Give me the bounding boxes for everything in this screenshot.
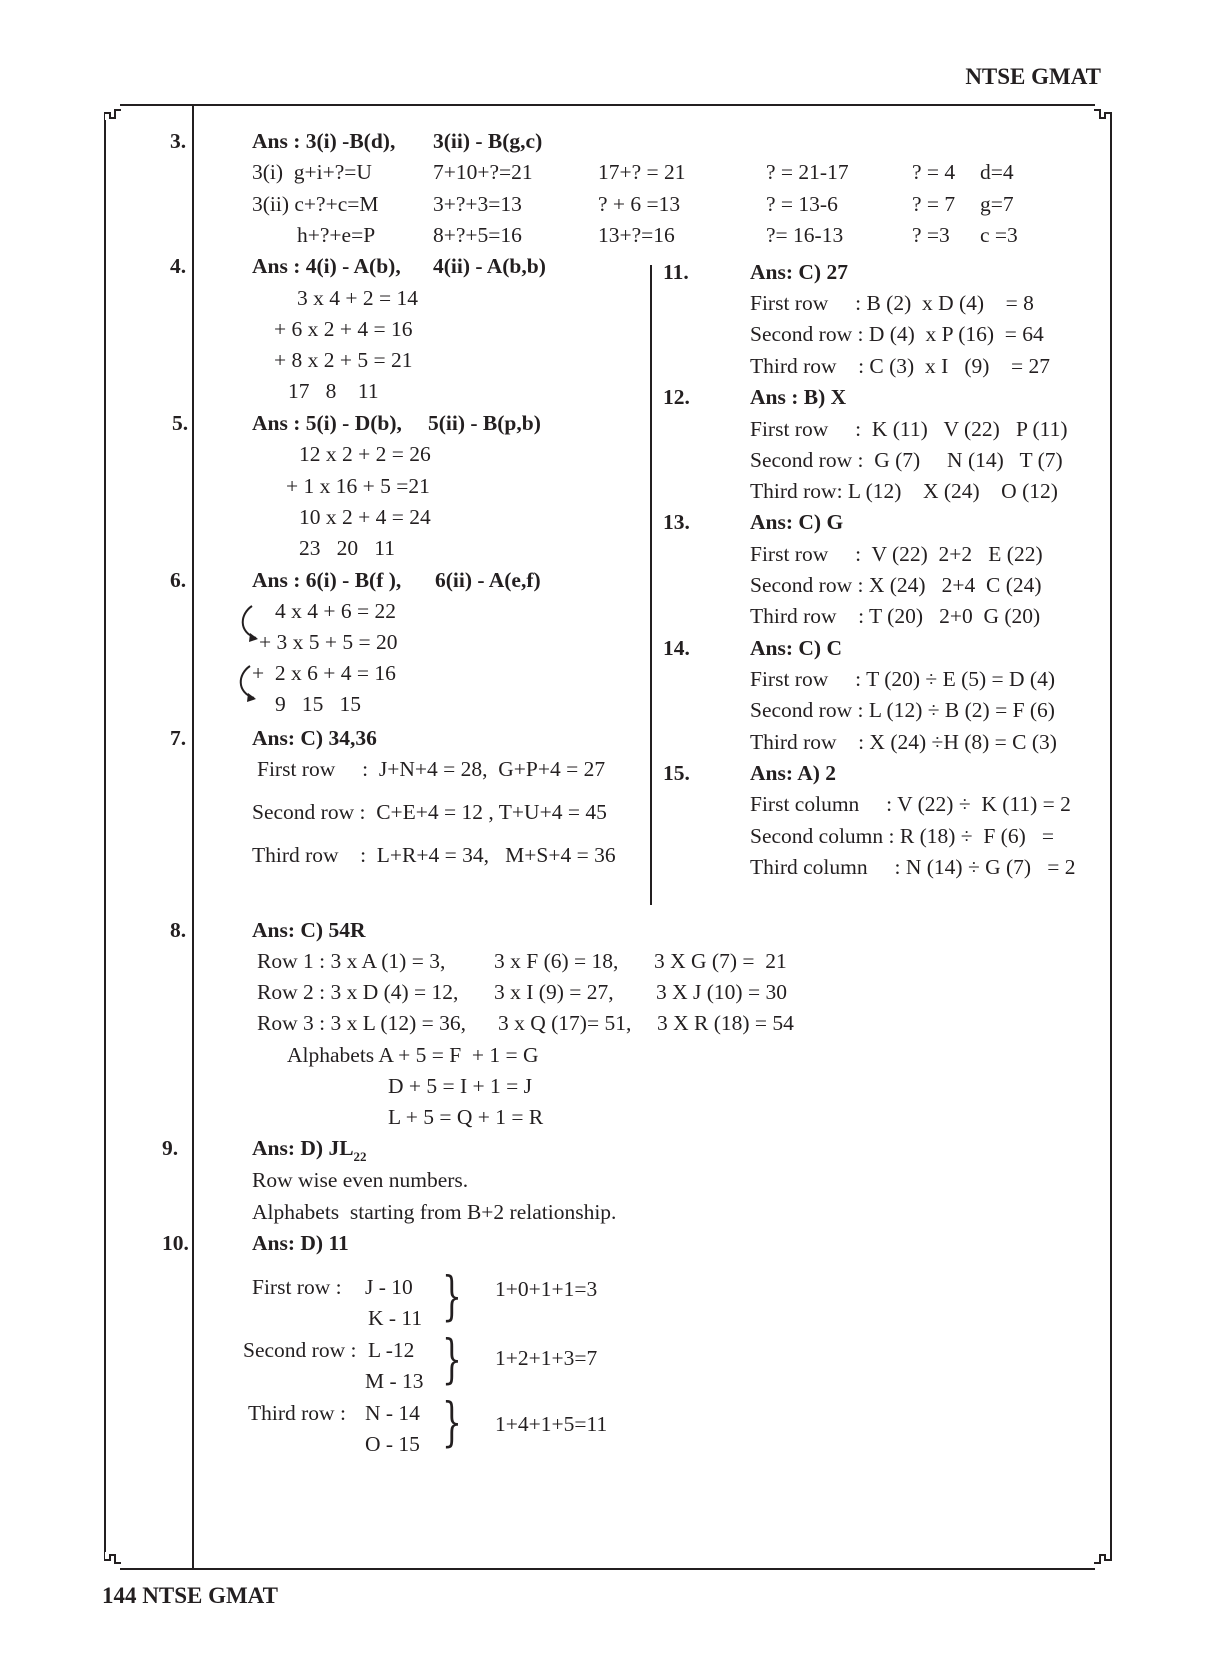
work-line: Row 1 : 3 x A (1) = 3, xyxy=(257,949,446,973)
work-line: 3(ii) c+?+c=M xyxy=(252,192,379,216)
work-line: First row : K (11) V (22) P (11) xyxy=(750,417,1068,441)
answer-label: Ans: C) C xyxy=(750,636,842,660)
work-line: 3+?+3=13 xyxy=(433,192,522,216)
work-line: + 8 x 2 + 5 = 21 xyxy=(274,348,413,372)
right-brace-icon: } xyxy=(442,1267,462,1327)
page-header-title: NTSE GMAT xyxy=(965,64,1101,89)
work-line: Row wise even numbers. xyxy=(252,1168,469,1192)
work-line: J - 10 xyxy=(365,1275,413,1299)
work-line: c =3 xyxy=(980,223,1018,247)
work-line: Third row : X (24) ÷H (8) = C (3) xyxy=(750,730,1057,754)
work-line: Second row : L (12) ÷ B (2) = F (6) xyxy=(750,698,1055,722)
question-number: 7. xyxy=(170,726,187,750)
left-margin-rule xyxy=(192,104,194,1570)
question-number: 5. xyxy=(172,411,189,435)
question-number: 10. xyxy=(162,1231,189,1255)
work-line: + 6 x 2 + 4 = 16 xyxy=(274,317,413,341)
question-number: 14. xyxy=(663,636,690,660)
work-line: First row : B (2) x D (4) = 8 xyxy=(750,291,1034,315)
work-line: 3 x Q (17)= 51, xyxy=(498,1011,632,1035)
work-line: 10 x 2 + 4 = 24 xyxy=(299,505,431,529)
work-line: First column : V (22) ÷ K (11) = 2 xyxy=(750,792,1071,816)
row-label: First row : xyxy=(252,1275,342,1299)
work-line: Second row : D (4) x P (16) = 64 xyxy=(750,322,1044,346)
corner-ornament xyxy=(104,1552,122,1570)
answer-label: 5(ii) - B(p,b) xyxy=(428,411,541,435)
answer-label: Ans : 3(i) -B(d), xyxy=(252,129,396,153)
work-line: Third row : T (20) 2+0 G (20) xyxy=(750,604,1041,628)
answer-label: Ans : 4(i) - A(b), xyxy=(252,254,401,278)
answer-label: 6(ii) - A(e,f) xyxy=(435,568,541,592)
work-line: Alphabets starting from B+2 relationship. xyxy=(252,1200,617,1224)
work-line: 7+10+?=21 xyxy=(433,160,533,184)
work-line: 9 15 15 xyxy=(275,692,361,716)
work-line: Third column : N (14) ÷ G (7) = 2 xyxy=(750,855,1076,879)
work-line: 3 x F (6) = 18, xyxy=(494,949,619,973)
corner-ornament xyxy=(1094,1552,1112,1570)
answer-label: Ans: D) $JL_{22}$ xyxy=(252,1136,367,1164)
answer-label: Ans: C) 54R xyxy=(252,918,366,942)
work-line: d=4 xyxy=(980,160,1014,184)
answer-label: Ans : 6(i) - B(f ), xyxy=(252,568,402,592)
question-number: 15. xyxy=(663,761,690,785)
work-line: First row : J+N+4 = 28, G+P+4 = 27 xyxy=(257,757,606,781)
work-line: 17 8 11 xyxy=(288,379,379,403)
work-line: ? = 7 xyxy=(912,192,956,216)
work-line: ? = 13-6 xyxy=(766,192,838,216)
work-line: 4 x 4 + 6 = 22 xyxy=(275,599,397,623)
work-line: + 3 x 5 + 5 = 20 xyxy=(259,630,398,654)
column-divider xyxy=(650,265,652,905)
answer-label: 3(ii) - B(g,c) xyxy=(433,129,543,153)
work-line: ? = 21-17 xyxy=(766,160,849,184)
question-number: 13. xyxy=(663,510,690,534)
work-line: Second row : G (7) N (14) T (7) xyxy=(750,448,1063,472)
work-line: 3(i) g+i+?=U xyxy=(252,160,372,184)
question-number: 3. xyxy=(170,129,187,153)
corner-ornament xyxy=(1094,104,1112,122)
work-line: 3 X J (10) = 30 xyxy=(656,980,787,1004)
work-line: Row 2 : 3 x D (4) = 12, xyxy=(257,980,459,1004)
work-line: Row 3 : 3 x L (12) = 36, xyxy=(257,1011,466,1035)
work-line: ?= 16-13 xyxy=(766,223,844,247)
work-line: 3 X G (7) = 21 xyxy=(654,949,787,973)
answer-label: Ans : 5(i) - D(b), xyxy=(252,411,402,435)
work-line: Third row : L+R+4 = 34, M+S+4 = 36 xyxy=(252,843,616,867)
question-number: 8. xyxy=(170,918,187,942)
work-line: + 1 x 16 + 5 =21 xyxy=(286,474,430,498)
work-line: 3 X R (18) = 54 xyxy=(657,1011,794,1035)
work-line: h+?+e=P xyxy=(297,223,376,247)
work-line: N - 14 xyxy=(365,1401,420,1425)
work-line: First row : V (22) 2+2 E (22) xyxy=(750,542,1043,566)
question-number: 6. xyxy=(170,568,187,592)
work-line: Second column : R (18) ÷ F (6) = xyxy=(750,824,1054,848)
work-line: D + 5 = I + 1 = J xyxy=(388,1074,533,1098)
work-line: g=7 xyxy=(980,192,1014,216)
curved-arrow-icon xyxy=(236,604,264,648)
right-brace-icon: } xyxy=(442,1393,462,1453)
work-line: Third row: L (12) X (24) O (12) xyxy=(750,479,1058,503)
right-brace-icon: } xyxy=(442,1330,462,1390)
answer-subscript: 22 xyxy=(353,1149,367,1164)
answer-label: Ans: D) 11 xyxy=(252,1231,349,1255)
work-line: ? + 6 =13 xyxy=(598,192,681,216)
answer-label: Ans: C) G xyxy=(750,510,844,534)
work-line: 12 x 2 + 2 = 26 xyxy=(299,442,431,466)
digit-sum: 1+4+1+5=11 xyxy=(495,1412,608,1436)
work-line: First row : T (20) ÷ E (5) = D (4) xyxy=(750,667,1055,691)
answer-label: Ans: A) 2 xyxy=(750,761,837,785)
question-number: 11. xyxy=(663,260,689,284)
work-line: K - 11 xyxy=(368,1306,423,1330)
digit-sum: 1+0+1+1=3 xyxy=(495,1277,598,1301)
answer-label: 4(ii) - A(b,b) xyxy=(433,254,546,278)
curved-arrow-icon xyxy=(234,664,262,708)
work-line: 17+? = 21 xyxy=(598,160,686,184)
work-line: 3 x 4 + 2 = 14 xyxy=(297,286,419,310)
corner-ornament xyxy=(104,104,122,122)
work-line: ? = 4 xyxy=(912,160,956,184)
work-line: Second row : X (24) 2+4 C (24) xyxy=(750,573,1042,597)
digit-sum: 1+2+1+3=7 xyxy=(495,1346,598,1370)
work-line: O - 15 xyxy=(365,1432,420,1456)
work-line: 3 x I (9) = 27, xyxy=(494,980,614,1004)
work-line: Third row : C (3) x I (9) = 27 xyxy=(750,354,1050,378)
answer-label: Ans: C) 34,36 xyxy=(252,726,377,750)
answer-label: Ans : B) X xyxy=(750,385,847,409)
work-line: Alphabets A + 5 = F + 1 = G xyxy=(287,1043,539,1067)
answer-label: Ans: C) 27 xyxy=(750,260,848,284)
work-line: L -12 xyxy=(368,1338,415,1362)
question-number: 4. xyxy=(170,254,187,278)
page-footer-label: 144 NTSE GMAT xyxy=(102,1583,278,1608)
row-label: Second row : xyxy=(243,1338,357,1362)
work-line: Second row : C+E+4 = 12 , T+U+4 = 45 xyxy=(252,800,607,824)
question-number: 9. xyxy=(162,1136,179,1160)
row-label: Third row : xyxy=(248,1401,346,1425)
work-line: ? =3 xyxy=(912,223,950,247)
work-line: 13+?=16 xyxy=(598,223,675,247)
work-line: + 2 x 6 + 4 = 16 xyxy=(252,661,396,685)
question-number: 12. xyxy=(663,385,690,409)
work-line: L + 5 = Q + 1 = R xyxy=(388,1105,544,1129)
work-line: 8+?+5=16 xyxy=(433,223,522,247)
work-line: 23 20 11 xyxy=(299,536,395,560)
work-line: M - 13 xyxy=(365,1369,424,1393)
